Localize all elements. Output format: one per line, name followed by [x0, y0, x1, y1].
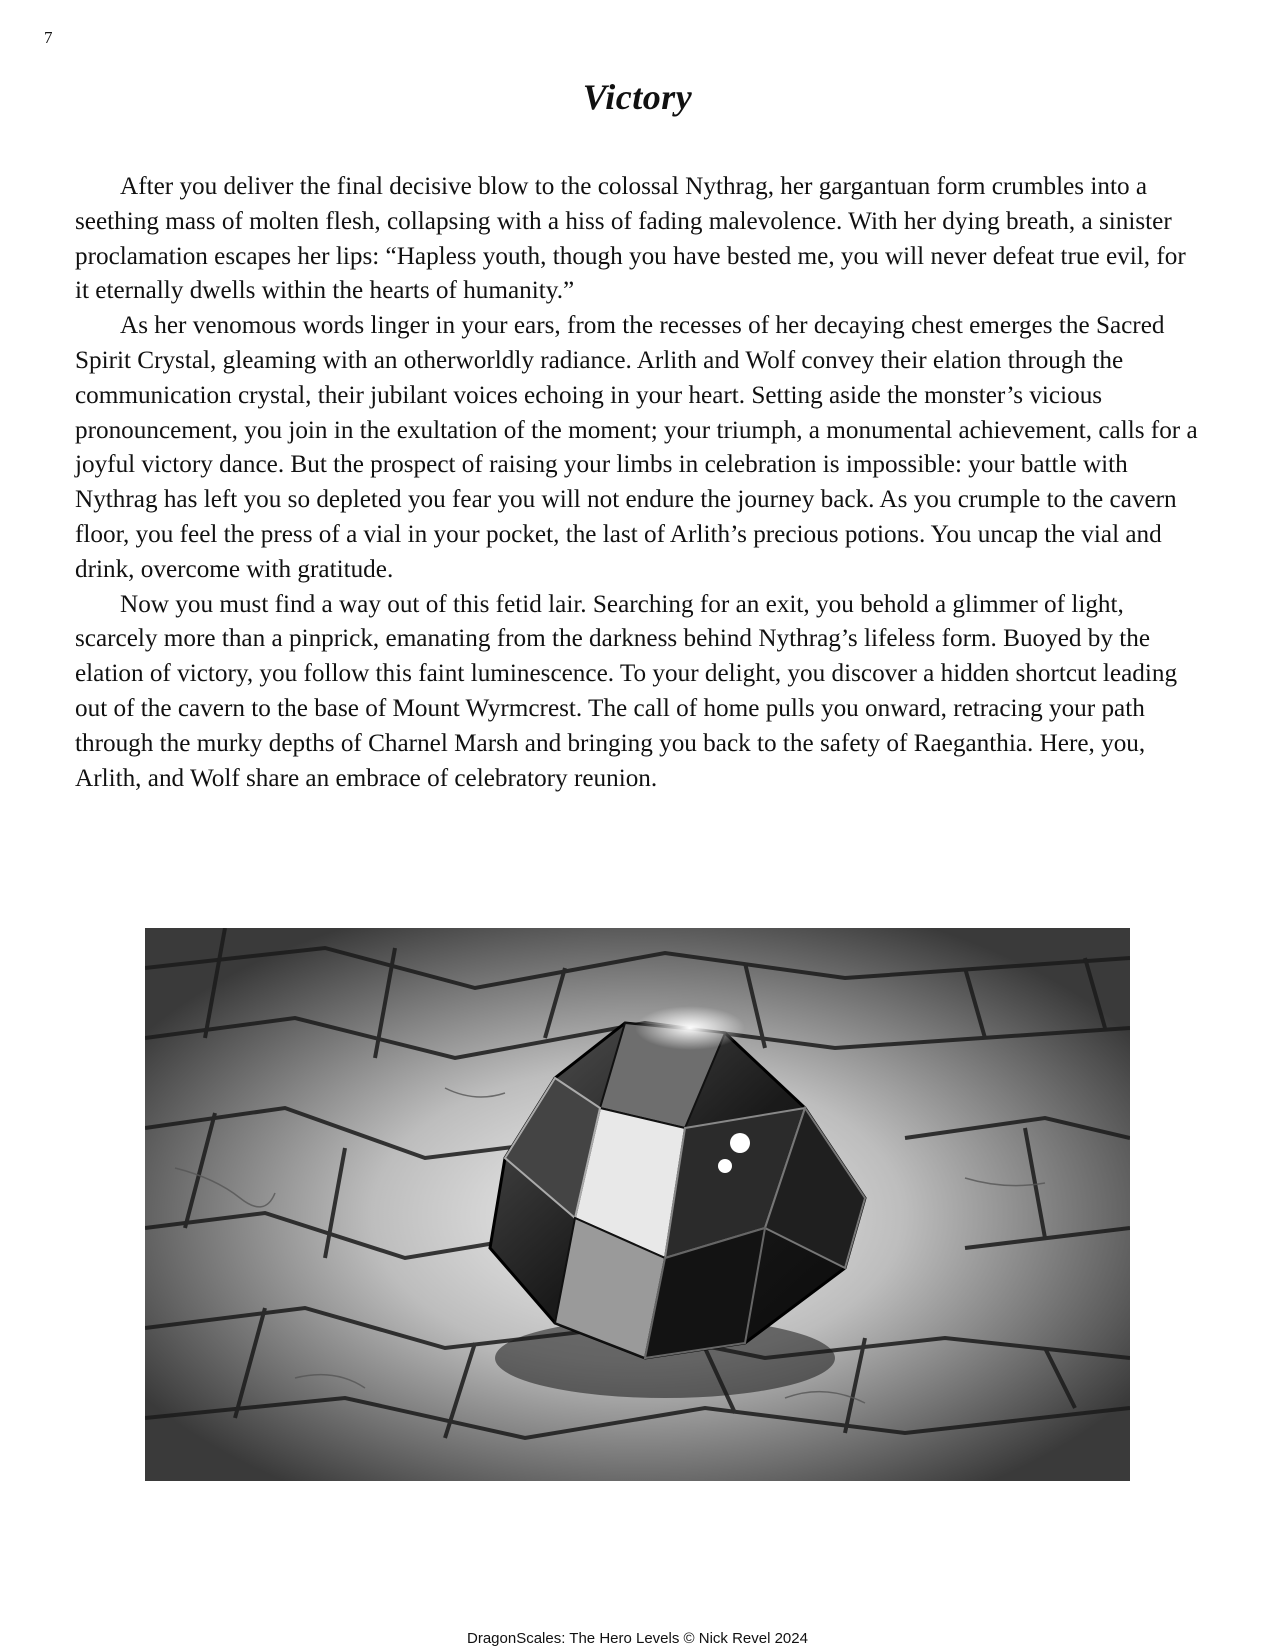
paragraph-2: As her venomous words linger in your ears, from the recesses of her decaying chest emerges the Sacred Spirit Crystal, gleaming with an otherworldly radiance. Arlith and Wolf convey their elation through the communication crystal, their jubilant voices echoing in your heart. Setting aside the monster’s vicious pronouncement, you join in the exultation of the moment; your triumph, a monumental achievement, calls for a joyful victory dance. But the prospect of raising your limbs in celebration is impossible: your battle with Nythrag has left you so depleted you fear you will not endure the journey back. As you crumple to the cavern floor, you feel the press of a vial in your pocket, the last of Arlith’s precious potions. You uncap the vial and drink, overcome with gratitude.	[75, 312, 1198, 583]
crystal-illustration	[145, 928, 1130, 1481]
paragraph-3: Now you must find a way out of this fetid lair. Searching for an exit, you behold a glimmer of light, scarcely more than a pinprick, emanating from the darkness behind Nythrag’s lifeless form. Buoyed by the elation of victory, you follow this faint luminescence. To your delight, you discover a hidden shortcut leading out of the cavern to the base of Mount Wyrmcrest. The call of home pulls you onward, retracing your path through the murky depths of Charnel Marsh and bringing you back to the safety of Raeganthia. Here, you, Arlith, and Wolf share an embrace of celebratory reunion.	[75, 590, 1178, 792]
story-text	[75, 170, 1203, 796]
page-number: 7	[44, 28, 53, 47]
page-title: Victory	[582, 77, 693, 117]
footer-copyright: DragonScales: The Hero Levels © Nick Revel 2024	[467, 1630, 808, 1647]
paragraph-1: After you deliver the final decisive blow to the colossal Nythrag, her gargantuan form crumbles into a seething mass of molten flesh, collapsing with a hiss of fading malevolence. With her dying breath, a sinister proclamation escapes her lips: “Hapless youth, though you have bested me, you will never defeat true evil, for it eternally dwells within the hearts of humanity.”	[75, 173, 1186, 305]
